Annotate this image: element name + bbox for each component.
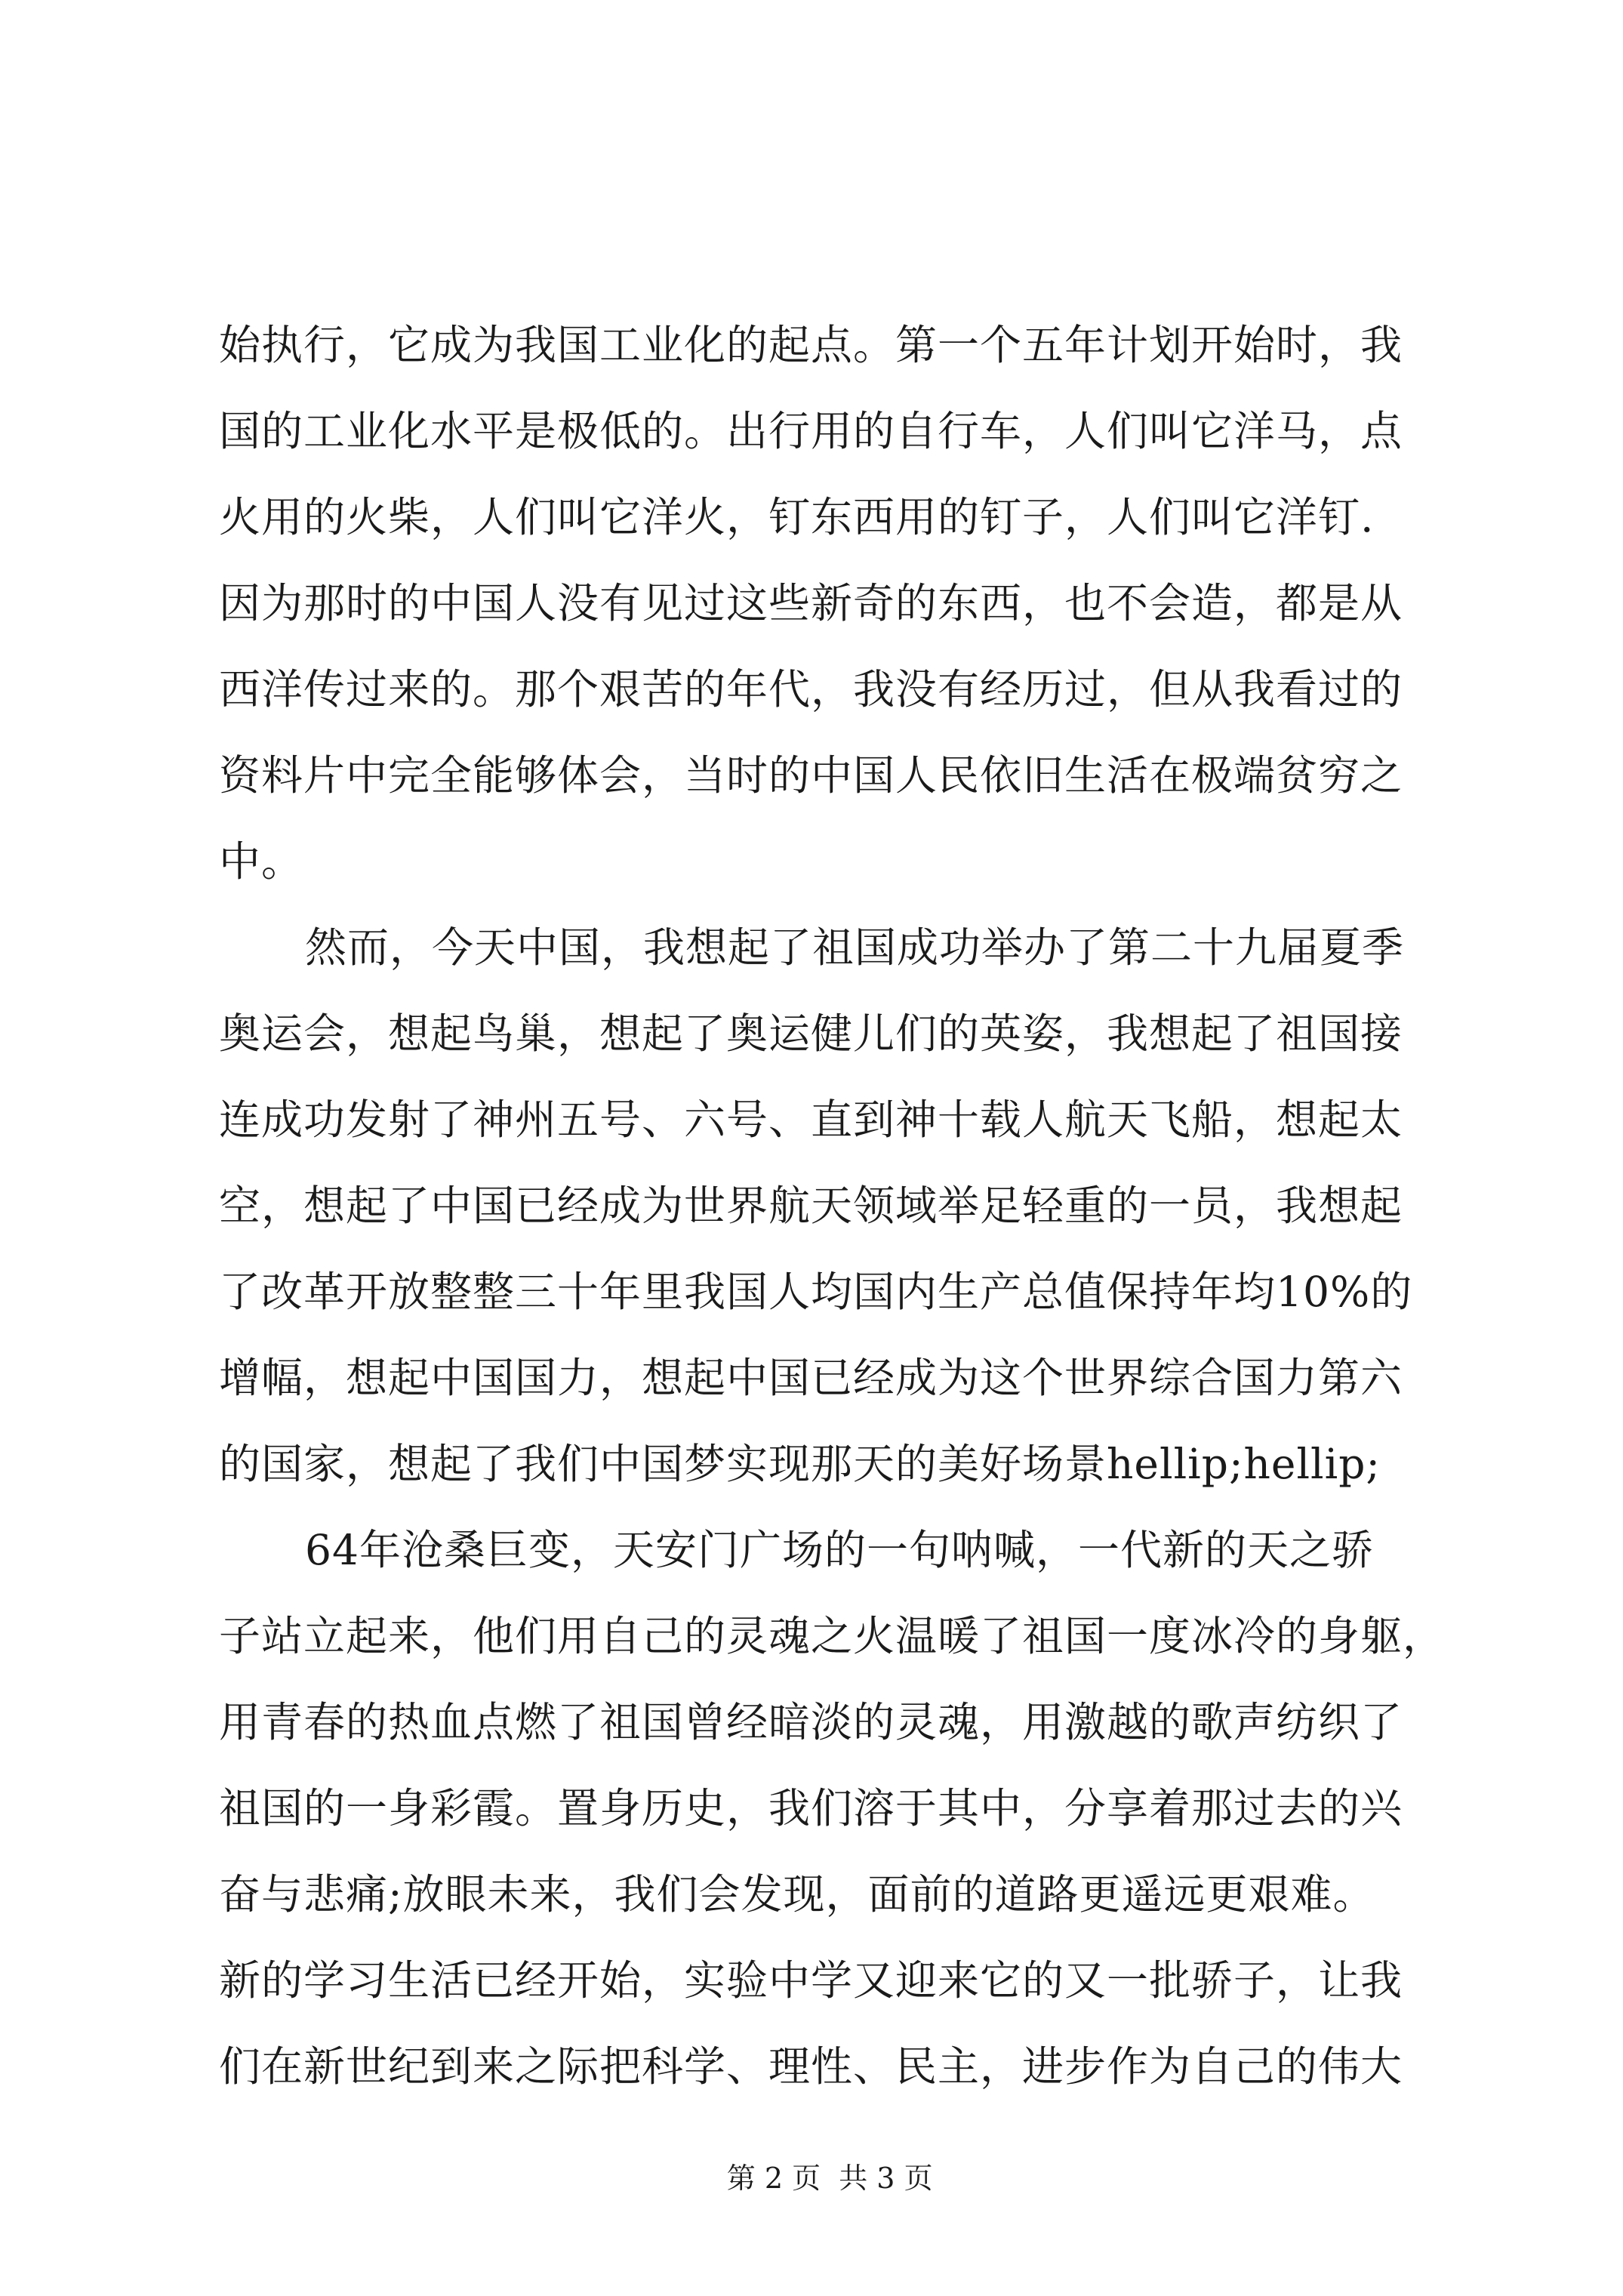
- text-line: 因为那时的中国人没有见过这些新奇的东西，也不会造，都是从: [219, 579, 1403, 627]
- text-line: 的国家，想起了我们中国梦实现那天的美好场景hellip;hellip;: [219, 1440, 1381, 1488]
- text-line: 祖国的一身彩霞。置身历史，我们溶于其中，分享着那过去的兴: [219, 1784, 1403, 1832]
- text-line: 了改革开放整整三十年里我国人均国内生产总值保持年均10%的: [219, 1268, 1413, 1316]
- text-line: 资料片中完全能够体会，当时的中国人民依旧生活在极端贫穷之: [219, 751, 1403, 800]
- text-line: 用青春的热血点燃了祖国曾经暗淡的灵魂，用激越的歌声纺织了: [219, 1698, 1403, 1746]
- text-line: 始执行，它成为我国工业化的起点。第一个五年计划开始时，我: [219, 321, 1403, 369]
- text-line: 奥运会，想起鸟巢，想起了奥运健儿们的英姿，我想起了祖国接: [219, 1009, 1403, 1058]
- text-line: 奋与悲痛;放眼未来，我们会发现，面前的道路更遥远更艰难。: [219, 1870, 1375, 1918]
- text-line: 西洋传过来的。那个艰苦的年代，我没有经历过，但从我看过的: [219, 665, 1403, 713]
- page-indicator: 第 2 页 共 3 页: [726, 2162, 933, 2195]
- paragraph-start-line: 然而，今天中国，我想起了祖国成功举办了第二十九届夏季: [305, 923, 1405, 972]
- text-line: 新的学习生活已经开始，实验中学又迎来它的又一批骄子，让我: [219, 1956, 1403, 2005]
- page-footer: [0, 2122, 1623, 2235]
- text-line: 子站立起来，他们用自己的灵魂之火温暖了祖国一度冰冷的身躯，: [219, 1612, 1446, 1660]
- text-line: 们在新世纪到来之际把科学、理性、民主，进步作为自己的伟大: [219, 2042, 1403, 2091]
- paragraph-start-line: 64年沧桑巨变，天安门广场的一句呐喊，一代新的天之骄: [305, 1526, 1374, 1574]
- text-line: 增幅，想起中国国力，想起中国已经成为这个世界综合国力第六: [219, 1354, 1403, 1402]
- text-line: 空，想起了中国已经成为世界航天领域举足轻重的一员，我想起: [219, 1182, 1403, 1230]
- body-text: [219, 302, 1446, 2110]
- text-line: 中。: [219, 837, 304, 886]
- text-line: 国的工业化水平是极低的。出行用的自行车，人们叫它洋马，点: [219, 407, 1403, 455]
- text-line: 连成功发射了神州五号、六号、直到神十载人航天飞船，想起太: [219, 1096, 1403, 1144]
- text-line: 火用的火柴，人们叫它洋火，钉东西用的钉子，人们叫它洋钉.: [219, 493, 1375, 541]
